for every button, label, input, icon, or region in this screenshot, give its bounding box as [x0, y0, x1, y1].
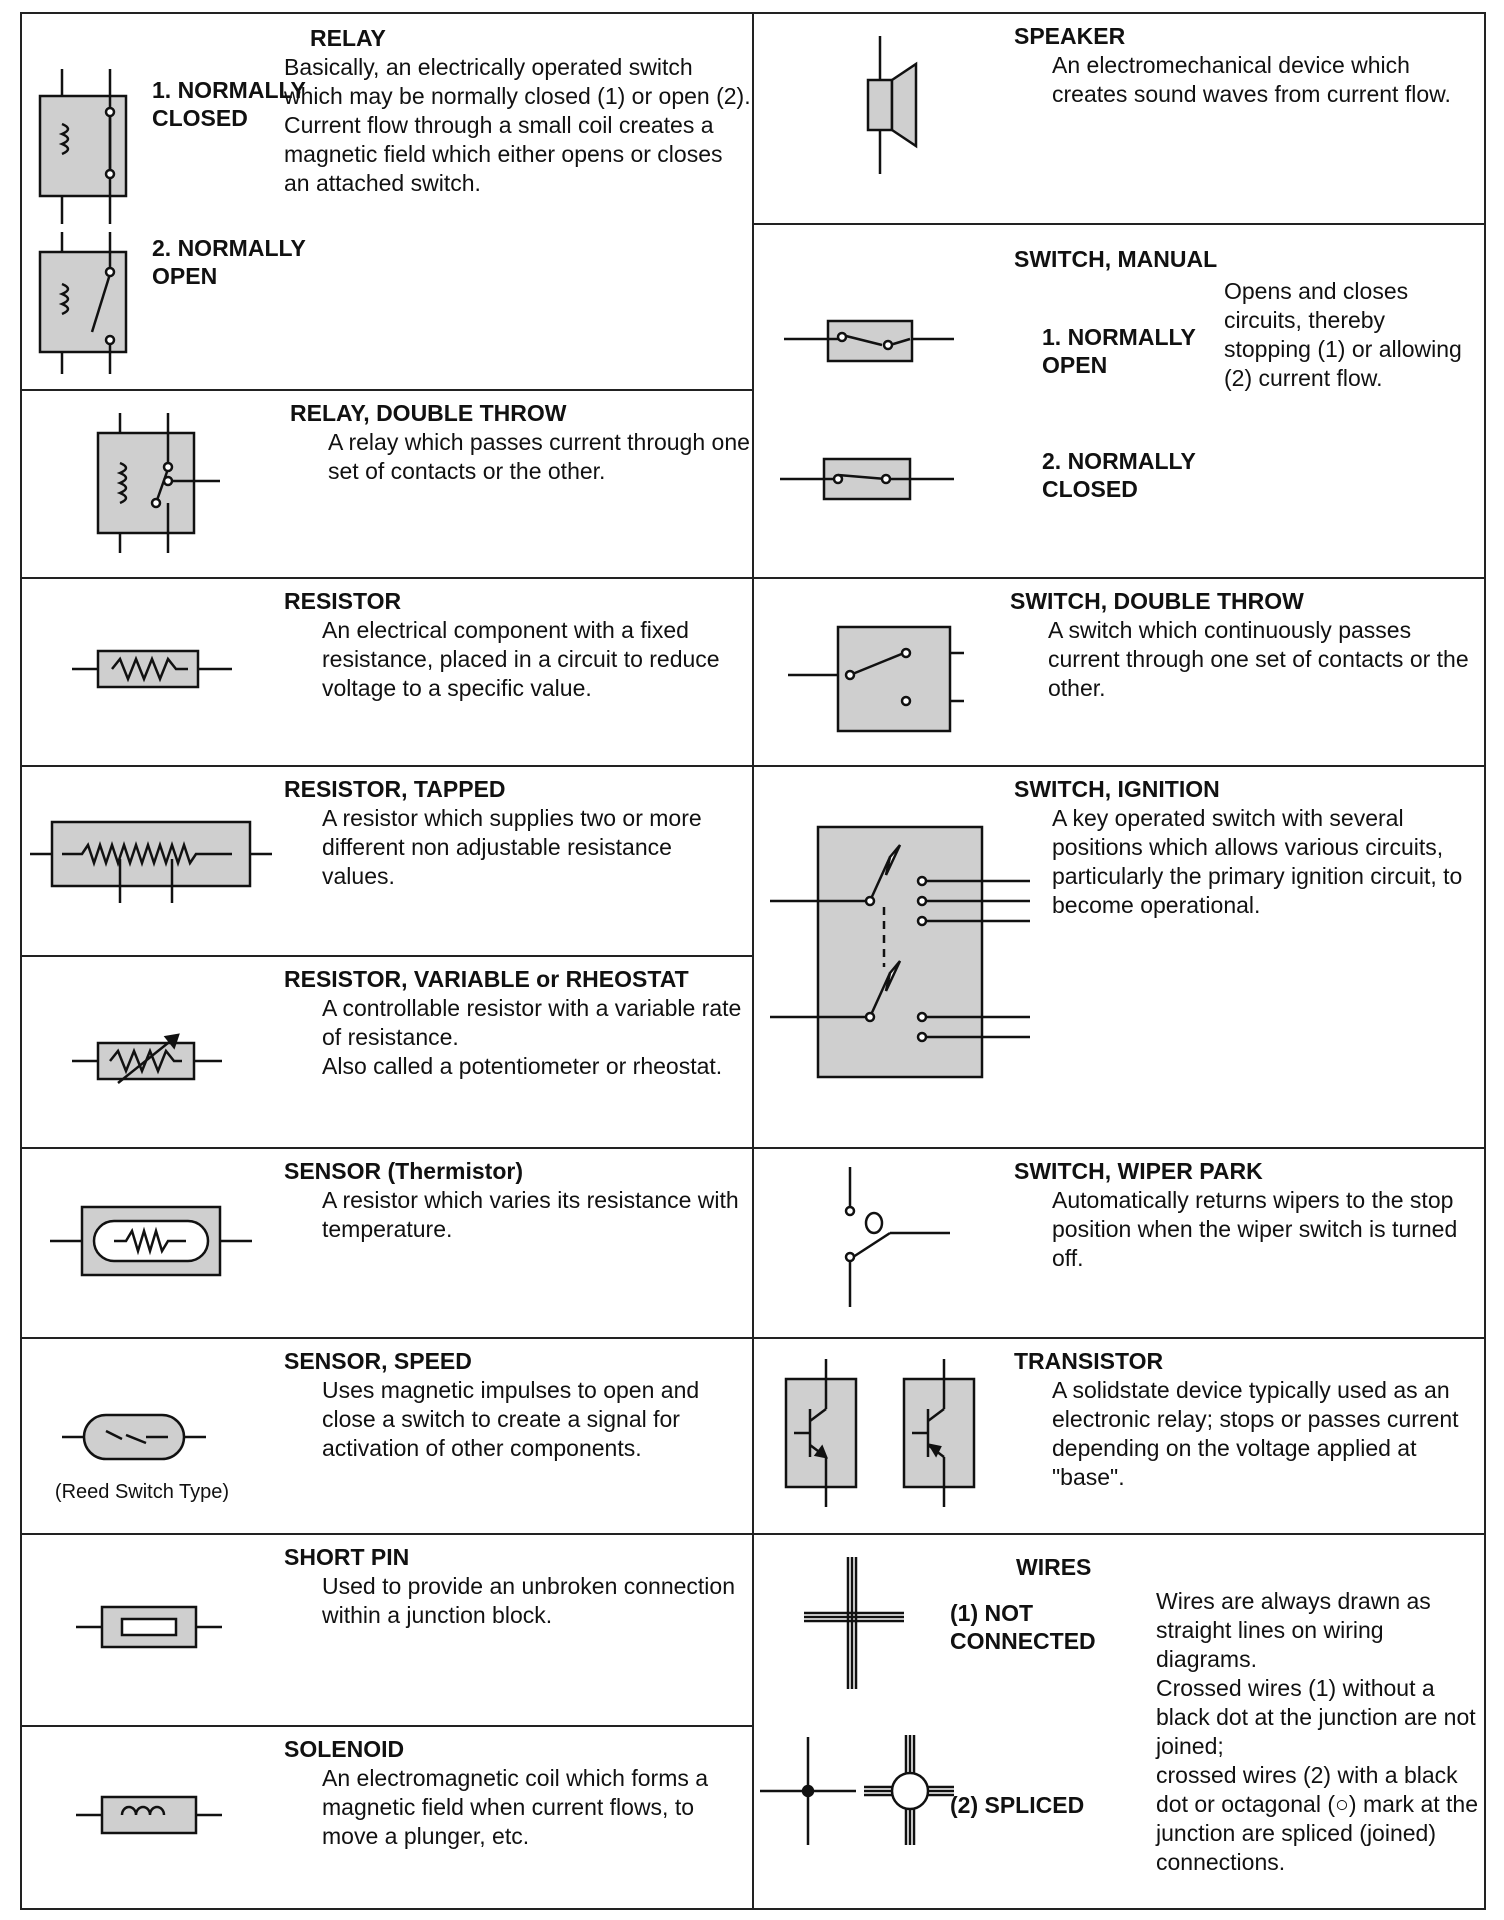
solenoid-cell	[22, 1727, 752, 1912]
wires-not-connected-label: (1) NOT CONNECTED	[950, 1600, 1096, 1654]
short-pin-description: Used to provide an unbroken connection within a junction block.	[322, 1573, 736, 1628]
switch-normally-open-label: 1. NORMALLY OPEN	[1042, 324, 1196, 378]
transistor-description: A solidstate device typically used as an electronic relay; stops or passes current depending on the voltage applied at "base".	[1052, 1377, 1459, 1490]
switch-ignition-cell	[754, 767, 1484, 1149]
resistor-tapped-description: A resistor which supplies two or more different non adjustable resistance values.	[322, 805, 702, 889]
right-column	[754, 14, 1484, 1908]
resistor-title: RESISTOR	[284, 588, 402, 614]
solenoid-description: An electromagnetic coil which forms a magnetic field when current flows, to move a plunger, etc.	[322, 1765, 709, 1849]
resistor-variable-title: RESISTOR, VARIABLE or RHEOSTAT	[284, 966, 689, 992]
resistor-variable-symbol	[22, 957, 282, 1149]
resistor-variable-description: A controllable resistor with a variable rate of resistance. Also called a potentiometer or rheostat.	[322, 995, 742, 1079]
sensor-thermistor-description: A resistor which varies its resistance with temperature.	[322, 1187, 739, 1242]
wires-spliced-label: (2) SPLICED	[950, 1792, 1085, 1818]
sensor-thermistor-cell	[22, 1149, 752, 1339]
switch-wiper-park-description: Automatically returns wipers to the stop position when the wiper switch is turned off.	[1052, 1187, 1458, 1271]
relay-description: Basically, an electrically operated switch which may be normally closed (1) or open (2). Current flow through a small coil creates a magnetic field which either opens or closes an attached switch.	[284, 54, 751, 196]
wiper-park-switch-symbol	[754, 1149, 1014, 1339]
solenoid-title: SOLENOID	[284, 1736, 405, 1762]
speaker-cell	[754, 14, 1484, 225]
speaker-symbol	[754, 14, 1014, 225]
relay-cell	[22, 14, 752, 391]
switch-double-throw-description: A switch which continuously passes current through one set of contacts or the other.	[1048, 617, 1469, 701]
short-pin-cell	[22, 1535, 752, 1727]
short-pin-title: SHORT PIN	[284, 1544, 410, 1570]
transistor-title: TRANSISTOR	[1014, 1348, 1164, 1374]
switch-wiper-park-title: SWITCH, WIPER PARK	[1014, 1158, 1263, 1184]
sensor-thermistor-title: SENSOR (Thermistor)	[284, 1158, 523, 1184]
wires-description: Wires are always drawn as straight lines on wiring diagrams. Crossed wires (1) without a black dot at the junction are not joined; crossed wires (2) with a black dot or octagonal (○) mark at the junction are spliced (joined) connections.	[1156, 1588, 1478, 1875]
switch-wiper-park-cell	[754, 1149, 1484, 1339]
short-pin-symbol	[22, 1535, 282, 1727]
relay-double-throw-description: A relay which passes current through one set of contacts or the other.	[328, 429, 750, 484]
reed-switch-caption: (Reed Switch Type)	[54, 1481, 230, 1503]
relay-double-throw-title: RELAY, DOUBLE THROW	[290, 400, 567, 426]
symbol-chart-frame	[20, 12, 1486, 1910]
transistor-symbols	[754, 1339, 1014, 1535]
resistor-symbol	[22, 579, 282, 767]
resistor-tapped-symbol	[22, 767, 302, 957]
speaker-description: An electromechanical device which creates sound waves from current flow.	[1052, 52, 1451, 107]
switch-ignition-title: SWITCH, IGNITION	[1014, 776, 1220, 802]
relay-title: RELAY	[310, 25, 386, 51]
relay-normally-open-label: 2. NORMALLY OPEN	[152, 235, 306, 289]
reed-switch-symbol	[22, 1339, 282, 1535]
switch-normally-closed-label: 2. NORMALLY CLOSED	[1042, 448, 1196, 502]
relay-normally-closed-label: 1. NORMALLY CLOSED	[152, 77, 306, 131]
resistor-description: An electrical component with a fixed resistance, placed in a circuit to reduce voltage to a specific value.	[322, 617, 720, 701]
switch-manual-description: Opens and closes circuits, thereby stopping (1) or allowing (2) current flow.	[1224, 278, 1462, 391]
wires-title: WIRES	[1016, 1554, 1092, 1580]
switch-manual-cell	[754, 225, 1484, 579]
switch-manual-title: SWITCH, MANUAL	[1014, 246, 1218, 272]
resistor-variable-cell	[22, 957, 752, 1149]
sensor-speed-title: SENSOR, SPEED	[284, 1348, 472, 1374]
left-column	[22, 14, 754, 1908]
transistor-cell	[754, 1339, 1484, 1535]
resistor-tapped-cell	[22, 767, 752, 957]
switch-normally-closed-symbol	[754, 433, 1014, 513]
sensor-speed-description: Uses magnetic impulses to open and close a switch to create a signal for activation of other components.	[322, 1377, 700, 1461]
resistor-cell	[22, 579, 752, 767]
switch-double-throw-cell	[754, 579, 1484, 767]
switch-ignition-description: A key operated switch with several positions which allows various circuits, particularly the primary ignition circuit, to become operational.	[1052, 805, 1463, 918]
sensor-speed-cell	[22, 1339, 752, 1535]
relay-double-throw-symbol	[22, 391, 302, 579]
switch-double-throw-title: SWITCH, DOUBLE THROW	[1010, 588, 1304, 614]
resistor-tapped-title: RESISTOR, TAPPED	[284, 776, 506, 802]
thermistor-symbol	[22, 1149, 282, 1339]
ignition-switch-symbol	[754, 767, 1034, 1149]
switch-normally-open-symbol	[754, 225, 1014, 579]
switch-double-throw-symbol	[754, 579, 1014, 767]
wires-cell	[754, 1535, 1484, 1912]
relay-double-throw-cell	[22, 391, 752, 579]
speaker-title: SPEAKER	[1014, 23, 1126, 49]
solenoid-symbol	[22, 1727, 282, 1912]
